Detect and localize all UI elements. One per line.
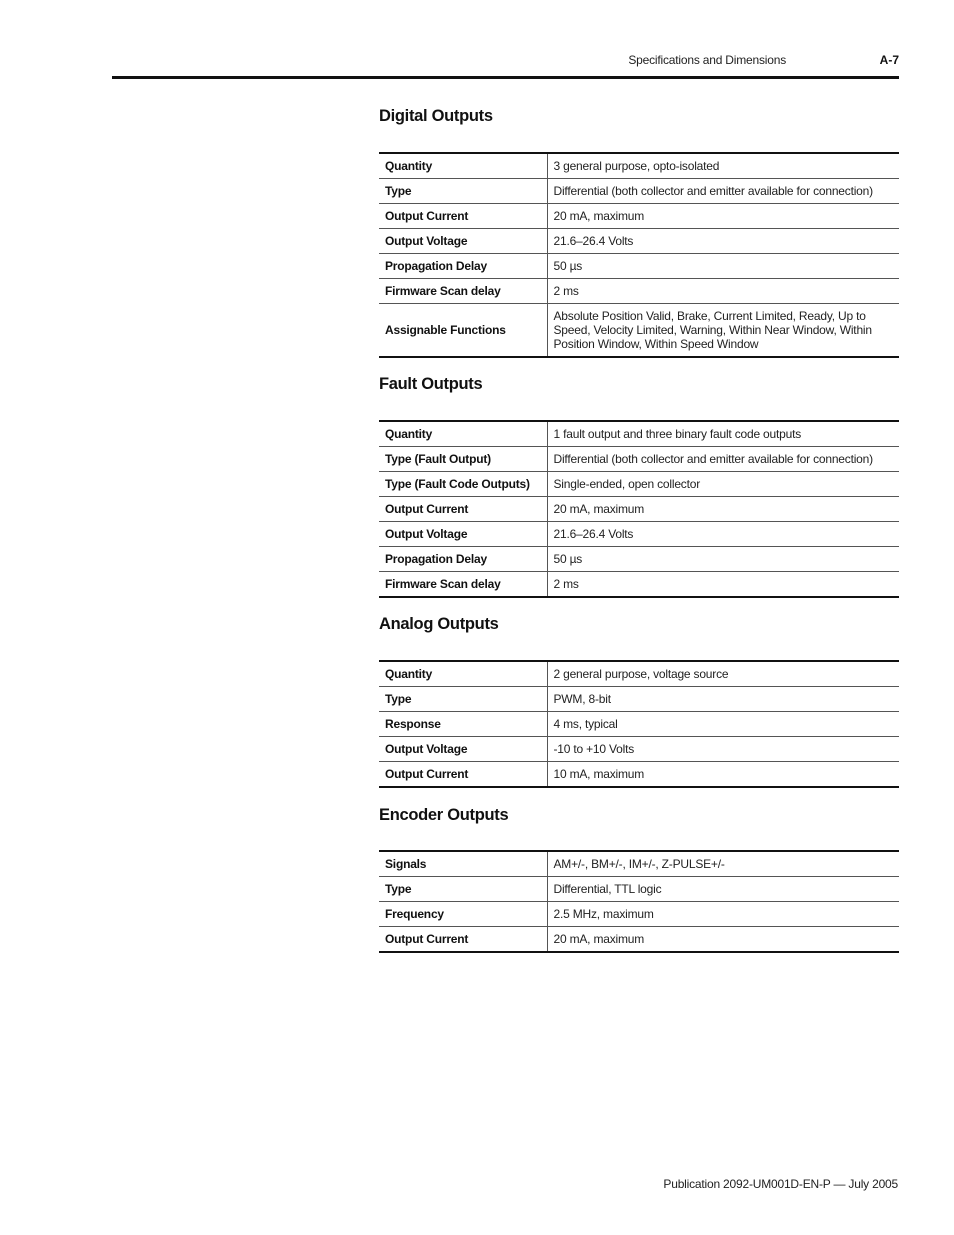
row-value: 2 ms (553, 577, 579, 591)
table-row (379, 572, 899, 598)
page-number: A-7 (879, 53, 899, 67)
row-value: AM+/-, BM+/-, IM+/-, Z-PULSE+/- (547, 851, 899, 877)
row-label: Frequency (379, 902, 547, 927)
row-label: Type (379, 687, 547, 712)
row-value: 4 ms, typical (547, 712, 899, 737)
table-row (379, 472, 899, 497)
header-section-title: Specifications and Dimensions (628, 53, 786, 67)
row-value: 2 general purpose, voltage source (547, 661, 899, 687)
row-label: Firmware Scan delay (379, 279, 547, 304)
section-title-analog-outputs: Analog Outputs (379, 615, 499, 633)
row-value: 50 µs (547, 547, 899, 572)
row-value: -10 to +10 Volts (547, 737, 899, 762)
section-title-encoder-outputs: Encoder Outputs (379, 806, 509, 824)
table-row (379, 851, 899, 877)
row-value: Absolute Position Valid, Brake, Current Limited, Ready, Up to Speed, Velocity Limited, Warning, Within Near Window, Within Position Window, Within Speed Window (553, 309, 872, 351)
page-header (112, 50, 899, 79)
row-value: Differential (both collector and emitter available for connection) (547, 447, 899, 472)
table-row (379, 927, 899, 953)
table-row (379, 304, 899, 358)
table-row (379, 204, 899, 229)
row-label: Response (379, 712, 547, 737)
row-value: 20 mA, maximum (553, 932, 645, 946)
row-label: Quantity (379, 421, 547, 447)
row-label: Output Current (379, 762, 547, 788)
table-row (379, 447, 899, 472)
row-value: Differential, TTL logic (547, 877, 899, 902)
section-title-fault-outputs: Fault Outputs (379, 375, 483, 393)
row-label: Output Voltage (379, 522, 547, 547)
row-value: 10 mA, maximum (553, 767, 645, 781)
table-row (379, 877, 899, 902)
row-label: Propagation Delay (379, 547, 547, 572)
row-label: Output Current (379, 927, 547, 953)
row-value: 1 fault output and three binary fault code outputs (547, 421, 899, 447)
row-label: Assignable Functions (379, 304, 547, 358)
row-label: Quantity (379, 153, 547, 179)
table-row (379, 522, 899, 547)
fault-outputs-table (379, 420, 899, 598)
section-title-digital-outputs: Digital Outputs (379, 107, 493, 125)
row-value: PWM, 8-bit (547, 687, 899, 712)
table-row (379, 687, 899, 712)
table-row (379, 421, 899, 447)
row-value: 2 ms (547, 279, 899, 304)
row-value: 20 mA, maximum (547, 204, 899, 229)
row-value: Single-ended, open collector (547, 472, 899, 497)
table-row (379, 497, 899, 522)
row-label: Propagation Delay (379, 254, 547, 279)
row-value: 2.5 MHz, maximum (547, 902, 899, 927)
row-label: Output Current (379, 204, 547, 229)
table-row (379, 762, 899, 788)
table-row (379, 547, 899, 572)
row-label: Output Voltage (379, 229, 547, 254)
table-row (379, 153, 899, 179)
table-row (379, 179, 899, 204)
table-row (379, 661, 899, 687)
row-value: 20 mA, maximum (547, 497, 899, 522)
row-label: Type (379, 877, 547, 902)
table-row (379, 737, 899, 762)
row-value: 21.6–26.4 Volts (547, 522, 899, 547)
row-label: Type (Fault Code Outputs) (379, 472, 547, 497)
digital-outputs-table (379, 152, 899, 358)
row-label: Type (Fault Output) (379, 447, 547, 472)
row-label: Firmware Scan delay (379, 572, 547, 598)
table-row (379, 229, 899, 254)
row-label: Output Current (379, 497, 547, 522)
row-value: 3 general purpose, opto-isolated (547, 153, 899, 179)
encoder-outputs-table (379, 850, 899, 953)
row-value: Differential (both collector and emitter available for connection) (547, 179, 899, 204)
table-row (379, 254, 899, 279)
row-label: Signals (379, 851, 547, 877)
analog-outputs-table (379, 660, 899, 788)
table-row (379, 902, 899, 927)
row-value: 50 µs (547, 254, 899, 279)
table-row (379, 712, 899, 737)
row-label: Quantity (379, 661, 547, 687)
row-label: Output Voltage (379, 737, 547, 762)
row-value: 21.6–26.4 Volts (547, 229, 899, 254)
row-label: Type (379, 179, 547, 204)
publication-footer: Publication 2092-UM001D-EN-P — July 2005 (663, 1177, 898, 1191)
table-row (379, 279, 899, 304)
